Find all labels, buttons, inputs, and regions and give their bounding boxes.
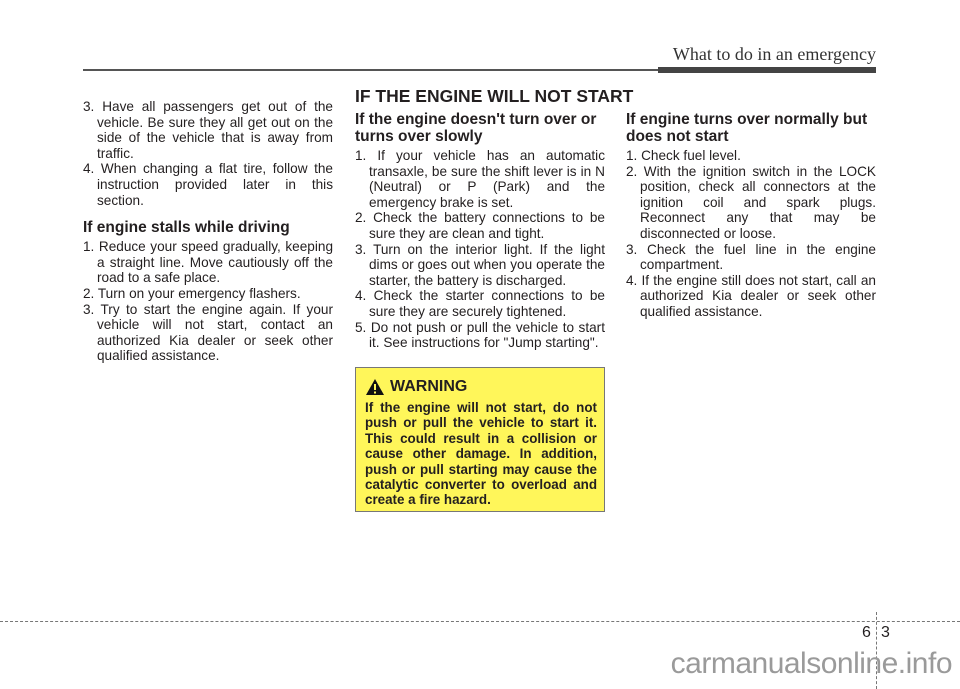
header-bar <box>658 67 876 73</box>
footer-divider <box>0 621 960 622</box>
warning-header <box>366 378 467 396</box>
warning-label: WARNING <box>390 378 468 395</box>
section-header: What to do in an emergency <box>672 44 876 64</box>
list-item: 2. Turn on your emergency flashers. <box>83 285 301 301</box>
list-item: 4. Check the starter connections to be sure they are securely tightened. <box>355 288 605 319</box>
list-item: 1. Check fuel level. <box>626 148 741 163</box>
list-item: 3. Try to start the engine again. If your vehicle will not start, contact an authorized Kia dealer or seek other qualified assistance. <box>83 301 333 364</box>
list-item: 2. With the ignition switch in the LOCK position, check all connectors at the ignition coil and spark plugs. Reconnect any that may be disconnected or loose. <box>626 163 876 241</box>
list-item: 2. Check the battery connections to be sure they are clean and tight. <box>355 210 605 241</box>
list-item: 5. Do not push or pull the vehicle to start it. See instructions for "Jump starting". <box>355 319 605 351</box>
column-left <box>83 99 333 364</box>
list-item: 4. When changing a flat tire, follow the instruction provided later in this section. <box>83 161 333 208</box>
page-number: 3 <box>881 624 890 641</box>
warning-text: If the engine will not start, do not push or pull the vehicle to start it. This could result in a collision or cause other damage. In addition, push or pull starting may cause the catalytic converter to overload and create a fire hazard. <box>365 400 597 508</box>
warning-box <box>355 367 605 512</box>
page-title: IF THE ENGINE WILL NOT START <box>355 86 634 106</box>
list-item: 1. If your vehicle has an automatic transaxle, be sure the shift lever is in N (Neutral) or P (Park) and the emergency brake is set. <box>355 148 605 210</box>
subheading: If engine stalls while driving <box>83 219 290 237</box>
subheading: If the engine doesn't turn over or turns over slowly <box>355 111 597 145</box>
list-item: 4. If the engine still does not start, call an authorized Kia dealer or seek other qualified assistance. <box>626 272 876 319</box>
list-item: 1. Reduce your speed gradually, keeping a straight line. Move cautiously off the road to a safe place. <box>83 239 333 286</box>
list-item: 3. Check the fuel line in the engine compartment. <box>626 241 876 273</box>
chapter-number: 6 <box>862 624 871 641</box>
list-item: 3. Turn on the interior light. If the light dims or goes out when you operate the starter, the battery is discharged. <box>355 241 605 288</box>
column-middle <box>355 111 605 351</box>
list-item: 3. Have all passengers get out of the vehicle. Be sure they all get out on the side of the vehicle that is away from traffic. <box>83 99 333 161</box>
column-right <box>626 111 876 320</box>
watermark: carmanualsonline.info <box>670 647 952 680</box>
warning-triangle-icon <box>366 379 384 395</box>
subheading: If engine turns over normally but does not start <box>626 111 868 145</box>
